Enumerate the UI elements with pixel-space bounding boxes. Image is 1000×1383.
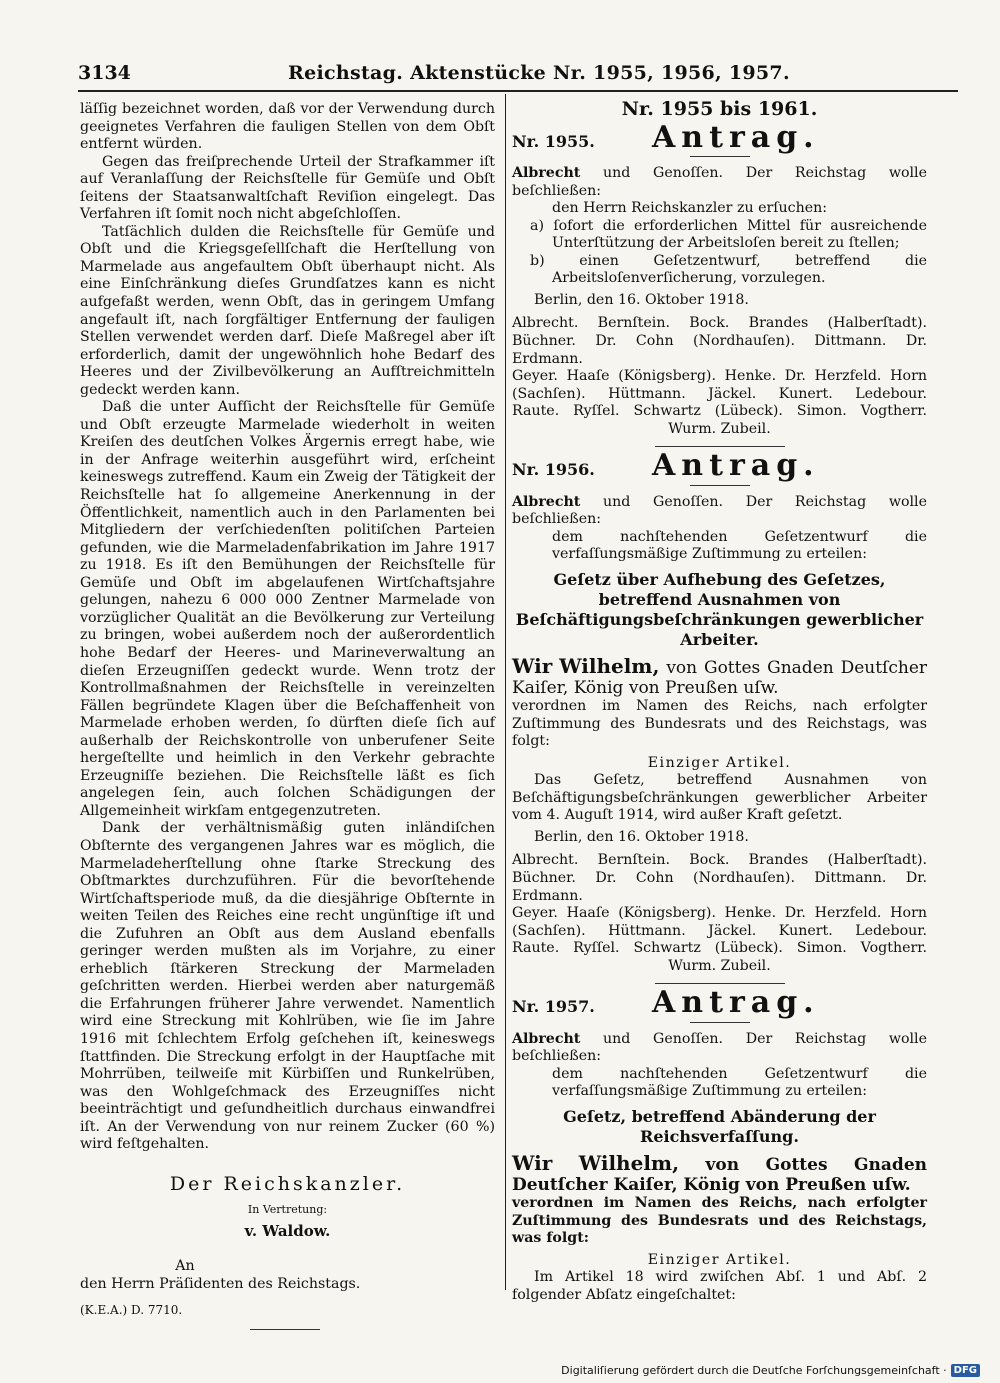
header-rule	[78, 90, 958, 92]
motion-header-1955	[512, 119, 927, 155]
motion-title: Antrag.	[652, 985, 820, 1021]
signatory-line: Geyer. Haaſe (Königsberg). Henke. Dr. Herzfeld. Horn	[512, 368, 927, 385]
addressee-line-1: An	[175, 1258, 195, 1275]
running-title: Reichstag. Aktenstücke Nr. 1955, 1956, 1957.	[288, 62, 790, 84]
emperor-title: von Gottes Gnaden Deutſcher Kaiſer, König von Preußen uſw.	[512, 658, 928, 699]
emperor-title: von Gottes Gnaden Deutſcher Kaiſer, König von Preußen uſw.	[512, 1154, 927, 1195]
signatory-list	[512, 852, 927, 975]
paragraph: Daß die unter Aufſicht der Reichsſtelle für Gemüſe und Obſt erzeugte Marmelade wiederholt in weiten Kreiſen des deutſchen Volkes Ärgernis erregt habe, wie in der Anfrage weiterhin ausgeführt wird, erſcheint keineswegs zutreffend. Kaum ein Zweig der Tätigkeit der Reichsſtelle hat ſo allgemeine Anerkennung in der Öffentlichkeit, namentlich auch in den Parlamenten bei Mitgliedern der verſchiedenſten politiſchen Parteien gefunden, wie die Marmeladenfabrikation im Jahre 1917 zu 1918. Es iſt den Bemühungen der Reichsſtelle für Gemüſe und Obſt im abgelaufenen Wirtſchaftsjahre gelungen, nahezu 6 000 000 Zentner Marmelade von vorzüglicher Qualität an die Bevölkerung zur Verteilung zu bringen, wobei außerdem noch der außerordentlich hohe Bedarf der Heeres- und Marineverwaltung an dieſen Erzeugniſſen gedeckt wurde. Wenn trotz der Kontrollmaßnahmen der Reichsſtelle in vereinzelten Fällen begründete Klagen über die Beſchaffenheit von Marmelade erhoben werden, ſo dürften dieſe ſich auf außerhalb der Reichskontrolle von unberufener Seite hergeſtellte und heimlich in den Verkehr gebrachte Erzeugniſſe beziehen. Die Reichsſtelle läßt es ſich angelegen ſein, auch ſolchen Schädigungen der Allgemeinheit wirkſam entgegenzutreten.	[80, 399, 495, 819]
signatory-line: Albrecht. Bernſtein. Bock. Brandes (Halberſtadt).	[512, 852, 927, 869]
motion-number: Nr. 1957.	[512, 997, 595, 1017]
signatory-line: (Sachſen). Hüttmann. Jäckel. Kunert. Ledebour.	[512, 922, 927, 939]
column-divider	[505, 94, 506, 1290]
signatory-line: Büchner. Dr. Cohn (Nordhauſen). Dittmann. Dr. Erdmann.	[512, 333, 927, 367]
motion-date: Berlin, den 16. Oktober 1918.	[534, 291, 749, 308]
paragraph: Gegen das freiſprechende Urteil der Strafkammer iſt auf Veranlaſſung der Reichsſtelle für Gemüſe und Obſt ſeitens der Staatsanwaltſchaft Reviſion eingelegt. Das Verfahren iſt ſomit noch nicht abgeſchloſſen.	[80, 153, 495, 223]
reference-number: (K.E.A.) D. 7710.	[80, 1302, 183, 1317]
divider	[690, 156, 750, 157]
signatory-line: (Sachſen). Hüttmann. Jäckel. Kunert. Ledebour.	[512, 385, 927, 402]
divider	[690, 1022, 750, 1023]
law-title: Geſetz, betreffend Abänderung der Reichsverfaſſung.	[563, 1106, 876, 1146]
signatory-line: Wurm. Zubeil.	[668, 957, 771, 974]
addressee-line-2: den Herrn Präſidenten des Reichstags.	[80, 1276, 361, 1292]
signatory-line: Geyer. Haaſe (Königsberg). Henke. Dr. Herzfeld. Horn	[512, 905, 927, 922]
motion-text: den Herrn Reichskanzler zu erſuchen:	[552, 200, 828, 217]
signatory-line: Raute. Ryſſel. Schwartz (Lübeck). Simon. Vogtherr.	[512, 940, 927, 957]
motion-title: Antrag.	[652, 448, 820, 484]
paragraph: Tatſächlich dulden die Reichsſtelle für Gemüſe und Obſt und die Kriegsgeſellſchaft die Herſtellung von Marmelade aus angefaultem Obſt überhaupt nicht. Als eine Einſchränkung dieſes Grundſatzes kann es nicht aufgefaßt werden, wenn Obſt, das in geringem Umfang angefault iſt, nach ſorgfältiger Entfernung der fauligen Stellen verwendet werden darf. Dieſe Maßregel aber iſt erforderlich, damit der ungewöhnlich hohe Bedarf des Heeres und der Zivilbevölkerung an Aufſtreichmitteln gedeckt werden kann.	[80, 223, 495, 398]
left-column	[80, 101, 495, 1330]
wir-prefix: Wir	[512, 654, 553, 679]
section-title: Nr. 1955 bis 1961.	[621, 98, 818, 120]
motion-intro: und Genoſſen. Der Reichstag wolle beſchließen:	[512, 165, 927, 199]
motion-number: Nr. 1955.	[512, 131, 595, 151]
article-text: Das Geſetz, betreffend Ausnahmen von Beſchäftigungsbeſchränkungen gewerblicher Arbeiter vom 4. Auguſt 1914, wird außer Kraft geſetzt.	[512, 772, 927, 824]
article-text: Im Artikel 18 wird zwiſchen Abſ. 1 und Abſ. 2 folgender Abſatz eingeſchaltet:	[512, 1269, 927, 1303]
signatory-line: Büchner. Dr. Cohn (Nordhauſen). Dittmann. Dr. Erdmann.	[512, 869, 927, 904]
motion-item-a: a) ſofort die erforderlichen Mittel für ausreichende Unterſtützung der Arbeitsloſen bereit zu ſtellen;	[530, 217, 927, 252]
decree-formula: verordnen im Namen des Reichs, nach erfolgter Zuſtimmung des Bundesrats und des Reichstags, was folgt:	[512, 698, 927, 750]
motion-text: dem nachſtehenden Geſetzentwurf die verfaſſungsmäßige Zuſtimmung zu erteilen:	[552, 528, 927, 563]
motion-intro: und Genoſſen. Der Reichstag wolle beſchließen:	[512, 1030, 927, 1065]
mover-name: Albrecht	[512, 493, 581, 510]
motion-text: dem nachſtehenden Geſetzentwurf die verfaſſungsmäßige Zuſtimmung zu erteilen:	[552, 1065, 927, 1100]
motion-title: Antrag.	[652, 119, 820, 155]
motion-date: Berlin, den 16. Oktober 1918.	[534, 828, 749, 845]
page-number: 3134	[78, 62, 131, 84]
paragraph: Dank der verhältnismäßig guten inländiſchen Obſternte des vergangenen Jahres war es möglich, die Marmeladeherſtellung ohne ſtarke Streckung des Obſtmarktes durchzuführen. Für die bevorſtehende Wirtſchaftsperiode muß, da die diesjährige Obſternte in weiten Teilen des Reiches eine recht ungünſtige iſt und die Zufuhren an Obſt aus dem Ausland ebenfalls geringer werden mußten als im Vorjahre, zu einer erheblich ſtärkeren Streckung der Marmeladen geſchritten werden. Hierbei werden aber naturgemäß die Erfahrungen früherer Jahre verwendet. Namentlich wird eine Streckung mit Kohlrüben, wie ſie im Jahre 1916 mit ſchlechtem Erfolg geſchehen iſt, keineswegs ſtattfinden. Die Streckung erfolgt in der Hauptſache mit Mohrrüben, teilweiſe mit Kürbiſſen und Runkelrüben, was den Wohlgeſchmack des Erzeugniſſes nicht beeinträchtigt und geſundheitlich durchaus einwandfrei iſt. An der Verwendung von nur reinem Zucker (60 %) wird feſtgehalten.	[80, 820, 495, 1153]
emperor-name: Wilhelm,	[578, 1150, 680, 1175]
section-divider	[655, 446, 785, 447]
dfg-logo: DFG	[951, 1364, 980, 1377]
decree-formula: verordnen im Namen des Reichs, nach erfolgter Zuſtimmung des Bundesrats und des Reichstags, was folgt:	[512, 1194, 927, 1247]
divider	[690, 485, 750, 486]
signer-name: v. Waldow.	[244, 1221, 331, 1240]
signatory-line: Albrecht. Bernſtein. Bock. Brandes (Halberſtadt).	[512, 315, 927, 332]
signatory-line: Wurm. Zubeil.	[668, 420, 771, 437]
mover-name: Albrecht	[512, 165, 581, 182]
right-column	[512, 98, 928, 1304]
law-title: Geſetz über Aufhebung des Geſetzes, betreffend Ausnahmen von Beſchäftigungsbeſchränkungen gewerblicher Arbeiter.	[515, 570, 924, 650]
signatory-list	[512, 315, 927, 438]
article-heading: Einziger Artikel.	[647, 1251, 792, 1268]
paragraph: läſſig bezeichnet worden, daß vor der Verwendung durch geeignetes Verfahren die fauligen Stellen von dem Obſt entfernt würden.	[80, 101, 495, 153]
end-rule	[250, 1329, 320, 1330]
signatory-line: Raute. Ryſſel. Schwartz (Lübeck). Simon. Vogtherr.	[512, 403, 927, 420]
section-divider	[655, 983, 785, 984]
motion-intro: und Genoſſen. Der Reichstag wolle beſchließen:	[512, 493, 927, 528]
credit-text: Digitaliſierung gefördert durch die Deutſche Forſchungsgemeinſchaft ·	[561, 1364, 947, 1377]
emperor-name: Wilhelm,	[559, 654, 660, 679]
motion-item-b: b) einen Geſetzentwurf, betreffend die Arbeitsloſenverſicherung, vorzulegen.	[530, 252, 927, 287]
motion-header-1956	[512, 448, 927, 484]
mover-name: Albrecht	[512, 1030, 581, 1047]
article-heading: Einziger Artikel.	[647, 754, 792, 771]
signature-title: Der Reichskanzler.	[169, 1172, 406, 1195]
motion-header-1957	[512, 985, 927, 1021]
deputy-note: In Vertretung:	[247, 1203, 328, 1217]
page-header	[78, 60, 958, 90]
motion-number: Nr. 1956.	[512, 460, 595, 480]
wir-prefix: Wir	[512, 1150, 553, 1175]
digitization-credit	[561, 1364, 980, 1377]
